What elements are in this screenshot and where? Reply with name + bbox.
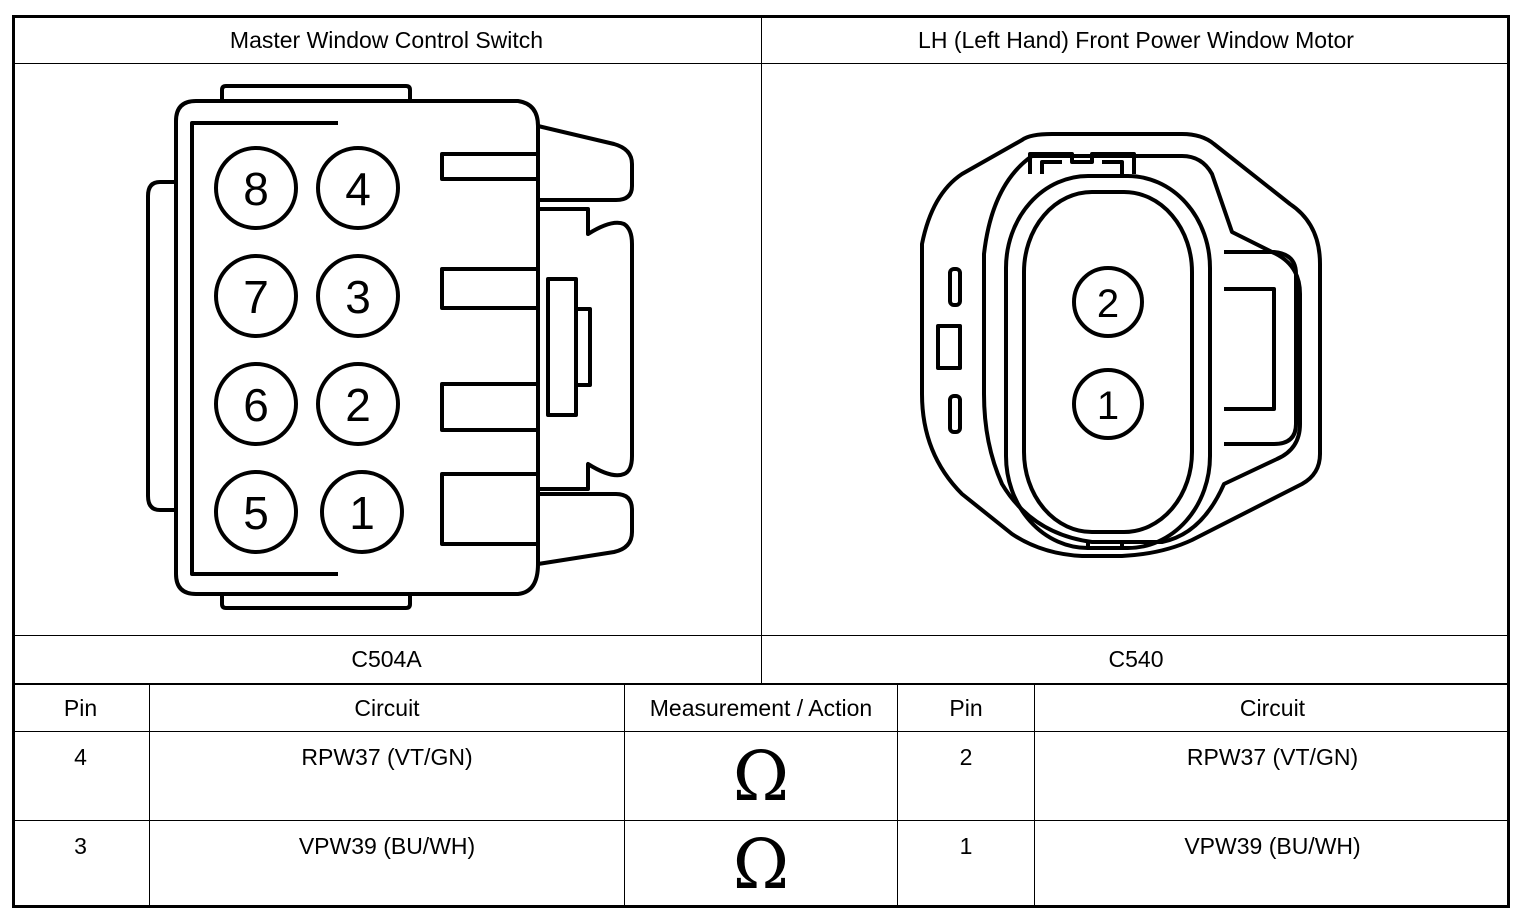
row1-pin-a: 4 [74, 744, 87, 770]
pin-5-label: 5 [243, 487, 269, 539]
connector-a-drawing [12, 64, 761, 635]
pin-2-label: 2 [1096, 282, 1120, 326]
connector-b-title: LH (Left Hand) Front Power Window Motor [918, 27, 1354, 53]
row2-circuit-a: VPW39 (BU/WH) [298, 833, 476, 859]
pin-6-label: 6 [243, 379, 269, 431]
connector-a-title: Master Window Control Switch [229, 27, 544, 53]
row2-pin-b: 1 [959, 833, 973, 859]
header-measurement: Measurement / Action [649, 694, 873, 721]
header-pin-a: Pin [63, 694, 98, 721]
pin-3-label: 3 [345, 271, 371, 323]
row2-pin-a: 3 [74, 833, 87, 859]
pin-1-label: 1 [349, 487, 375, 539]
header-circuit-b: Circuit [1239, 694, 1306, 721]
row1-pin-b: 2 [959, 744, 973, 770]
row1-ohm-symbol: Ω [732, 738, 790, 817]
row1-circuit-b: RPW37 (VT/GN) [1186, 744, 1359, 770]
pin-4-label: 4 [345, 163, 371, 215]
header-circuit-a: Circuit [354, 694, 420, 721]
row2-circuit-b: VPW39 (BU/WH) [1184, 833, 1361, 859]
pin-1-label: 1 [1096, 384, 1120, 428]
pin-2-label: 2 [345, 379, 371, 431]
row2-ohm-symbol: Ω [732, 826, 790, 905]
row1-circuit-a: RPW37 (VT/GN) [301, 744, 473, 770]
connector-b-drawing [762, 64, 1510, 635]
header-pin-b: Pin [949, 694, 983, 721]
pin-7-label: 7 [243, 271, 269, 323]
connector-b-id: C540 [1108, 646, 1164, 672]
connector-a-id: C504A [351, 646, 422, 672]
pin-8-label: 8 [243, 163, 269, 215]
